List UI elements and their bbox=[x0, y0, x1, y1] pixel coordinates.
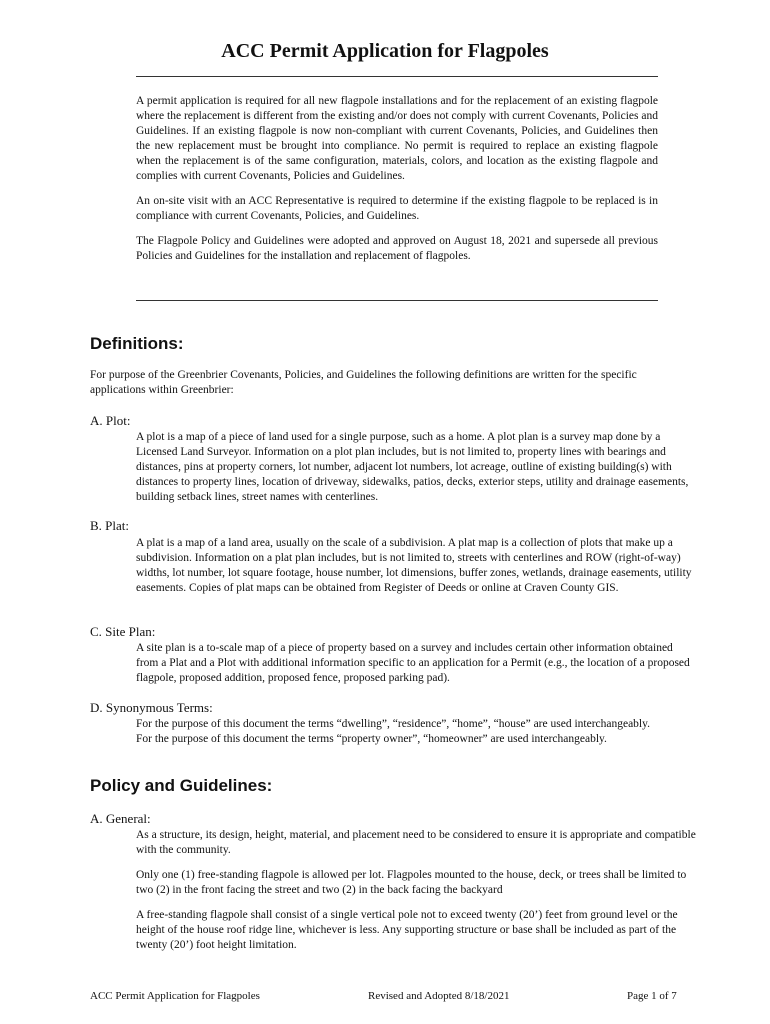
bottom-divider bbox=[136, 300, 658, 301]
definitions-heading: Definitions: bbox=[90, 334, 184, 353]
definition-site-plan-text: A site plan is a to-scale map of a piece of property based on a survey and includes certain other information obtained from a Plat and a Plot with additional information specific to an application for a Permit (e.g., the location of a proposed flagpole, proposed addition, proposed fence, proposed parking pad). bbox=[136, 642, 690, 684]
definition-site-plan-label: C. Site Plan: bbox=[90, 624, 156, 639]
definitions-lead: For purpose of the Greenbrier Covenants, Policies, and Guidelines the following definitions are written for the specific applications within Greenbrier: bbox=[90, 369, 637, 396]
policy-paragraph: A free-standing flagpole shall consist of a single vertical pole not to exceed twenty (20’) feet from ground level or the height of the house roof ridge line, whichever is less. Any supporting structure or base shall be included as part of the twenty (20’) foot height limitation. bbox=[136, 909, 678, 951]
intro-paragraph: A permit application is required for all new flagpole installations and for the replacement of an existing flagpole where the replacement is different from the existing and/or does not comply with current Covenants, Policies and Guidelines. If an existing flagpole is now non-compliant with current Covenants, Policies, and Guidelines then the new replacement must be brought into compliance. No permit is required to replace an existing flagpole when the replacement is of the same configuration, materials, colors, and location as the existing flagpole and complies with current Covenants, Policies and Guidelines. bbox=[136, 95, 658, 182]
policy-heading: Policy and Guidelines: bbox=[90, 776, 273, 795]
synonymous-line: For the purpose of this document the terms “property owner”, “homeowner” are used interchangeably. bbox=[136, 733, 607, 745]
footer-page-number: Page 1 of 7 bbox=[627, 990, 677, 1002]
definition-synonymous-label: D. Synonymous Terms: bbox=[90, 700, 213, 715]
intro-paragraph: An on-site visit with an ACC Representative is required to determine if the existing flagpole to be replaced is in compliance with current Covenants, Policies, and Guidelines. bbox=[136, 195, 658, 222]
intro-paragraph: The Flagpole Policy and Guidelines were adopted and approved on August 18, 2021 and supersede all previous Policies and Guidelines for the installation and replacement of flagpoles. bbox=[136, 235, 658, 262]
policy-general-text bbox=[136, 828, 696, 963]
policy-paragraph: As a structure, its design, height, material, and placement need to be considered to ensure it is appropriate and compatible with the community. bbox=[136, 829, 696, 856]
policy-general-label: A. General: bbox=[90, 811, 151, 826]
policy-paragraph: Only one (1) free-standing flagpole is allowed per lot. Flagpoles mounted to the house, deck, or trees shall be limited to two (2) in the front facing the street and two (2) in the back facing the backyard bbox=[136, 869, 687, 896]
intro-section bbox=[136, 94, 658, 274]
definition-plot-label: A. Plot: bbox=[90, 413, 131, 428]
document-title: ACC Permit Application for Flagpoles bbox=[221, 40, 549, 62]
top-divider bbox=[136, 76, 658, 77]
definition-plat-text: A plat is a map of a land area, usually on the scale of a subdivision. A plat map is a collection of plots that make up a subdivision. Information on a plat plan includes, but is not limited to, streets with centerlines and ROW (right-of-way) widths, lot number, lot square footage, house number, lot dimensions, buffer zones, wetlands, drainage easements, utility easements. Copies of plat maps can be obtained from Register of Deeds or online at Craven County GIS. bbox=[136, 537, 692, 594]
footer-revision: Revised and Adopted 8/18/2021 bbox=[368, 990, 510, 1002]
synonymous-line: For the purpose of this document the terms “dwelling”, “residence”, “home”, “house” are used interchangeably. bbox=[136, 718, 651, 730]
footer-title: ACC Permit Application for Flagpoles bbox=[90, 990, 260, 1002]
definition-plat-label: B. Plat: bbox=[90, 518, 130, 533]
definition-plot-text: A plot is a map of a piece of land used for a single purpose, such as a home. A plot plan is a survey map done by a Licensed Land Surveyor. Information on a plot plan includes, but is not limited to, property lines with bearings and distances, pins at property corners, lot number, adjacent lot numbers, lot acreage, outline of existing building(s) with distances to property lines, location of driveway, sidewalks, patios, decks, exterior steps, utility and drainage easements, building setback lines, street names with centerlines. bbox=[136, 431, 689, 503]
definition-synonymous-text bbox=[136, 717, 716, 747]
